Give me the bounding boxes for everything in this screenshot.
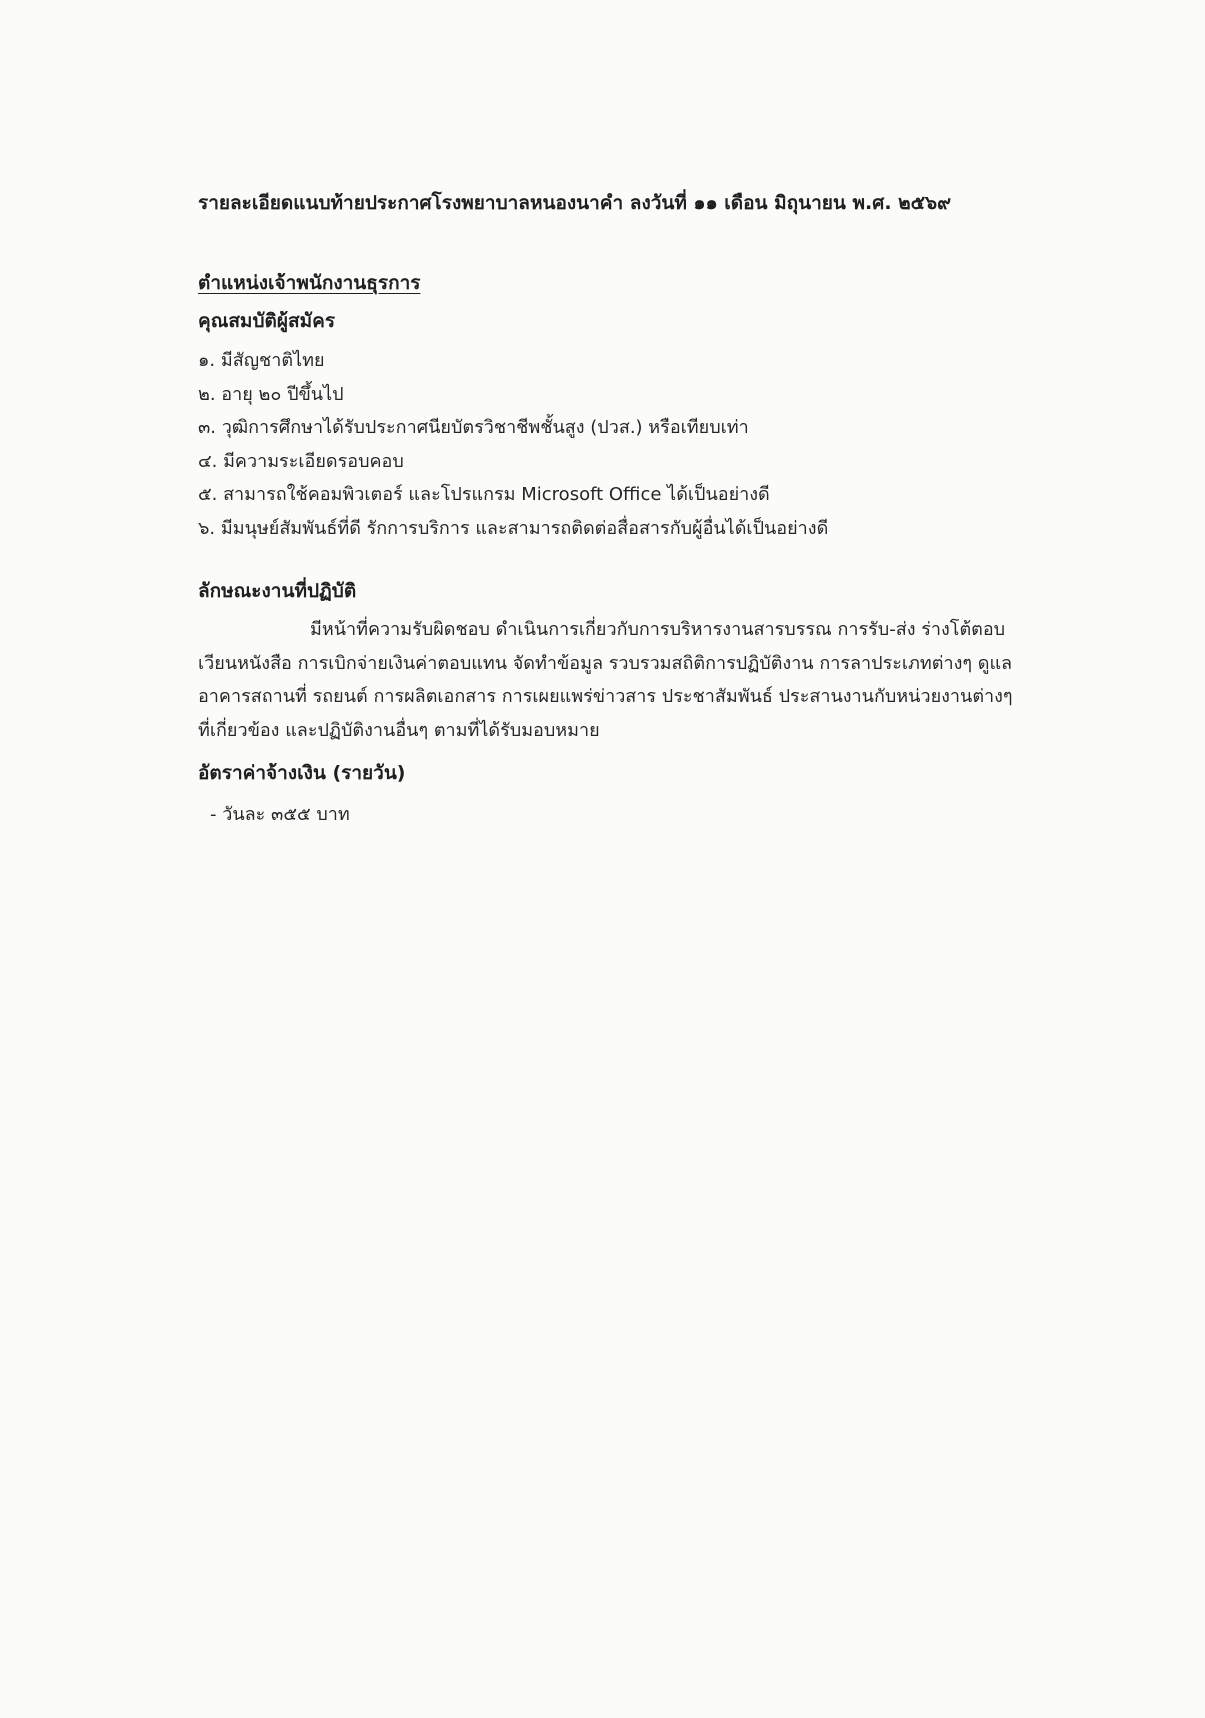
qualification-item: ๑. มีสัญชาติไทย (198, 350, 325, 371)
wage-heading: อัตราค่าจ้างเงิน (รายวัน) (198, 762, 406, 784)
document-title: รายละเอียดแนบท้ายประกาศโรงพยาบาลหนองนาคำ ลงวันที่ ๑๑ เดือน มิถุนายน พ.ศ. ๒๕๖๙ (198, 192, 952, 214)
wage-detail: - วันละ ๓๕๕ บาท (210, 804, 350, 825)
qualification-item: ๔. มีความระเอียดรอบคอบ (198, 450, 404, 472)
qualification-item: ๒. อายุ ๒๐ ปีขึ้นไป (198, 383, 344, 405)
position-title: ตำแหน่งเจ้าพนักงานธุรการ (198, 272, 421, 294)
duty-line: ที่เกี่ยวข้อง และปฏิบัติงานอื่นๆ ตามที่ได้รับมอบหมาย (198, 719, 600, 741)
qualification-item: ๕. สามารถใช้คอมพิวเตอร์ และโปรแกรม Microsoft Office ได้เป็นอย่างดี (198, 484, 770, 505)
qualifications-heading: คุณสมบัติผู้สมัคร (198, 310, 336, 332)
duties-paragraph (198, 613, 1058, 747)
duties-heading: ลักษณะงานที่ปฏิบัติ (198, 580, 357, 602)
qualification-item: ๖. มีมนุษย์สัมพันธ์ที่ดี รักการบริการ และสามารถติดต่อสื่อสารกับผู้อื่นได้เป็นอย่างดี (198, 517, 829, 539)
duty-line: มีหน้าที่ความรับผิดชอบ ดำเนินการเกี่ยวกับการบริหารงานสารบรรณ การรับ-ส่ง ร่างโต้ตอบ (310, 619, 1006, 640)
qualifications-list (198, 344, 828, 545)
qualification-item: ๓. วุฒิการศึกษาได้รับประกาศนียบัตรวิชาชีพชั้นสูง (ปวส.) หรือเทียบเท่า (198, 417, 749, 438)
duty-line: เวียนหนังสือ การเบิกจ่ายเงินค่าตอบแทน จัดทำข้อมูล รวบรวมสถิติการปฏิบัติงาน การลาประเภทต่างๆ ดูแล (198, 652, 1013, 674)
duty-line: อาคารสถานที่ รถยนต์ การผลิตเอกสาร การเผยแพร่ข่าวสาร ประชาสัมพันธ์ ประสานงานกับหน่วยงานต่างๆ (198, 686, 1013, 707)
